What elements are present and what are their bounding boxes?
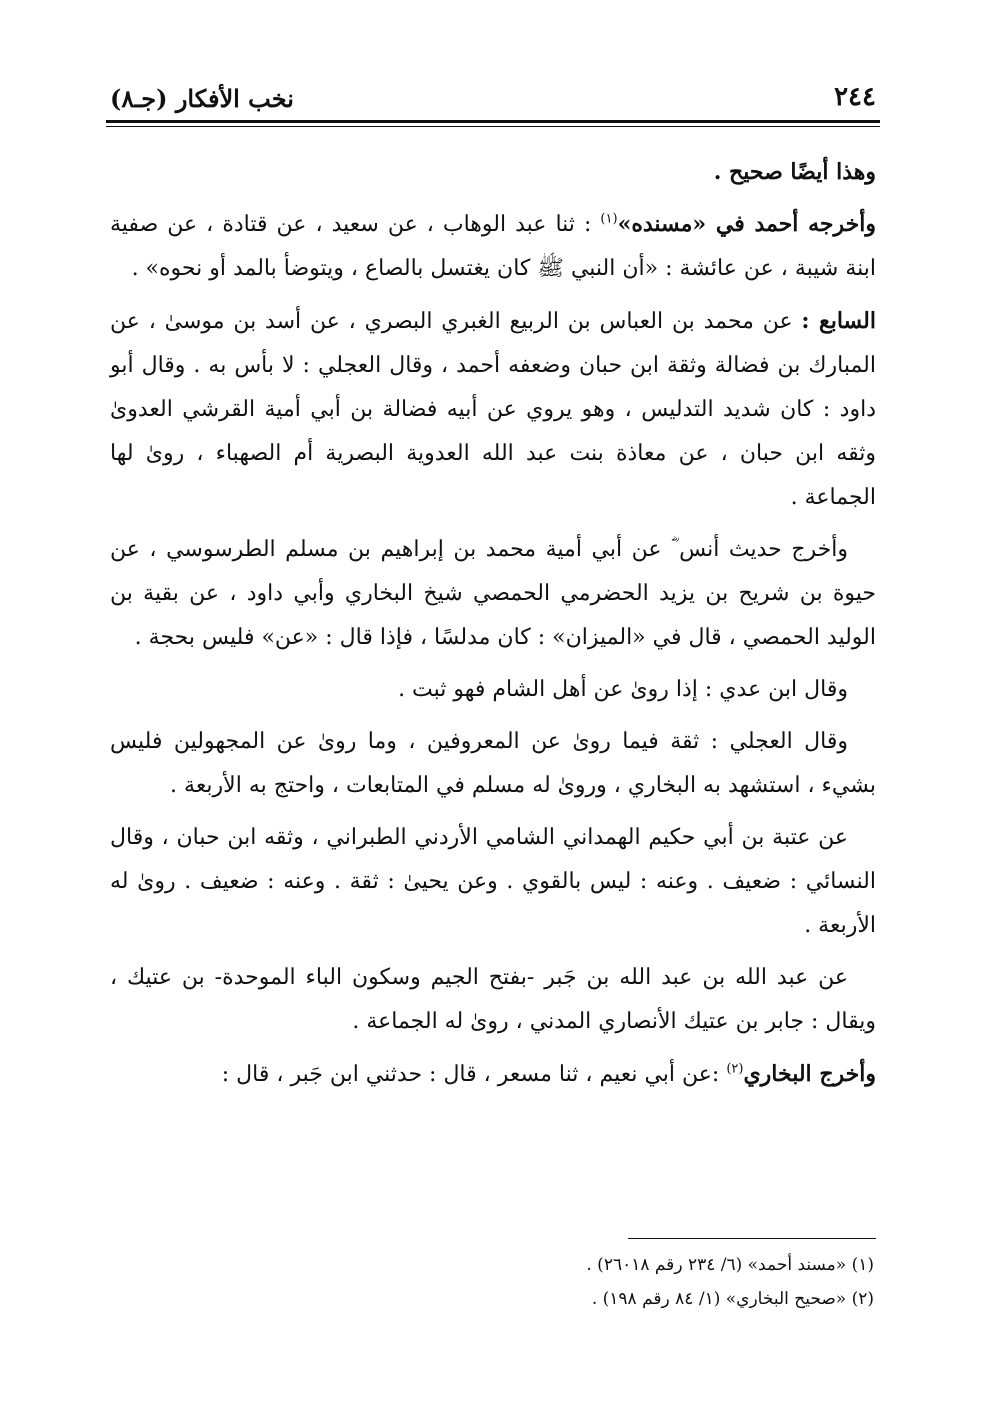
paragraph-9 xyxy=(110,1052,876,1097)
page-header xyxy=(106,76,880,116)
paragraph-8: عن عبد الله بن عبد الله بن جَبر -بفتح الجيم وسكون الباء الموحدة- بن عتيك ، ويقال : جابر بن عتيك الأنصاري المدني ، روىٰ له الجماعة . xyxy=(110,965,876,1034)
main-text xyxy=(110,150,876,1105)
paragraph-3-lead: السابع : xyxy=(801,308,876,334)
paragraph-9-lead: وأخرج البخاري xyxy=(743,1061,876,1087)
footnote-2: (٢) «صحيح البخاري» (١/ ٨٤ رقم ١٩٨) . xyxy=(591,1289,874,1309)
paragraph-4: وأخرج حديث أنس ؓ عن أبي أمية محمد بن إبراهيم بن مسلم الطرسوسي ، عن حيوة بن شريح بن يزيد الحضرمي الحمصي شيخ البخاري وأبي داود ، عن بقية بن الوليد الحمصي ، قال في «الميزان» : كان مدلسًا ، فإذا قال : «عن» فليس بحجة . xyxy=(110,537,877,650)
footnote-ref-2: (٢) xyxy=(726,1061,744,1077)
footnotes xyxy=(110,1248,874,1316)
paragraph-2 xyxy=(110,202,876,291)
paragraph-5: وقال ابن عدي : إذا روىٰ عن أهل الشام فهو ثبت . xyxy=(398,677,848,702)
paragraph-6: وقال العجلي : ثقة فيما روىٰ عن المعروفين ، وما روىٰ عن المجهولين فليس بشيء ، استشهد به البخاري ، وروىٰ له مسلم في المتابعات ، واحتج به الأربعة . xyxy=(110,729,876,798)
header-rule-thin xyxy=(106,126,880,127)
paragraph-9-text: :عن أبي نعيم ، ثنا مسعر ، قال : حدثني ابن جَبر ، قال : xyxy=(221,1062,727,1087)
header-rule-thick xyxy=(106,120,880,123)
paragraph-3 xyxy=(110,299,876,520)
paragraph-1: وهذا أيضًا صحيح . xyxy=(713,159,876,185)
book-title: نخب الأفكار (جـ٨) xyxy=(110,84,294,113)
footnote-1: (١) «مسند أحمد» (٦/ ٢٣٤ رقم ٢٦٠١٨) . xyxy=(586,1255,874,1275)
footnote-ref-1: (١) xyxy=(600,211,618,227)
page-number: ٢٤٤ xyxy=(834,82,876,112)
footnote-rule xyxy=(628,1238,876,1239)
paragraph-2-text: : ثنا عبد الوهاب ، عن سعيد ، عن قتادة ، عن صفية ابنة شيبة ، عن عائشة : «أن النبي ﷺ كان يغتسل بالصاع ، ويتوضأ بالمد أو نحوه» . xyxy=(110,212,876,281)
paragraph-7: عن عتبة بن أبي حكيم الهمداني الشامي الأردني الطبراني ، وثقه ابن حبان ، وقال النسائي : ضعيف . وعنه : ليس بالقوي . وعن يحيىٰ : ثقة . وعنه : ضعيف . روىٰ له الأربعة . xyxy=(110,825,876,938)
paragraph-2-lead: وأخرجه أحمد في «مسنده» xyxy=(617,211,876,237)
paragraph-3-text: عن محمد بن العباس بن الربيع الغبري البصري ، عن أسد بن موسىٰ ، عن المبارك بن فضالة وثقة ابن حبان وضعفه أحمد ، وقال العجلي : لا بأس به . وقال أبو داود : كان شديد التدليس ، وهو يروي عن أبيه فضالة بن أبي أمية القرشي العدوىٰ وثقه ابن حبان ، عن معاذة بنت عبد الله العدوية البصرية أم الصهباء ، روىٰ لها الجماعة . xyxy=(110,309,876,510)
